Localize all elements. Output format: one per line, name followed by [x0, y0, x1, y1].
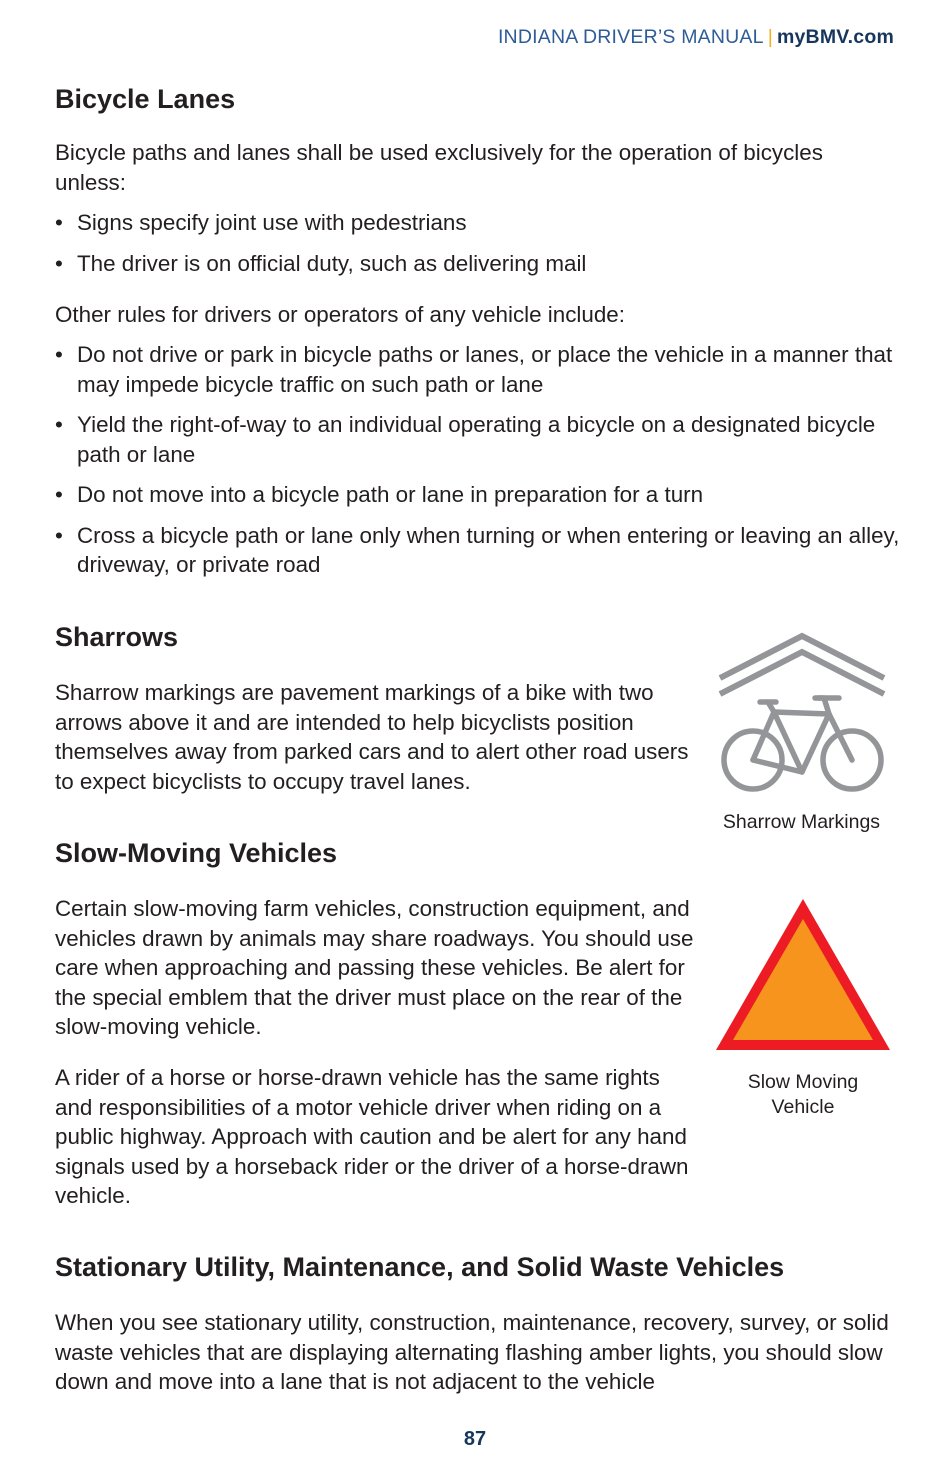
page-number: 87: [463, 1428, 487, 1450]
stationary-vehicles-heading: Stationary Utility, Maintenance, and Solid Waste Vehicles: [55, 1252, 785, 1282]
slow-moving-vehicle-emblem-icon: [713, 895, 893, 1055]
header-separator: |: [767, 26, 773, 48]
manual-title: INDIANA DRIVER’S MANUAL: [497, 26, 764, 48]
sharrow-caption: Sharrow Markings: [722, 811, 881, 833]
sharrows-body: Sharrow markings are pavement markings of a bike with two arrows above it and are intended to help bicyclists position themselves away from parked cars and to alert other road users to expect bicyclists to occupy travel lanes.: [55, 680, 689, 794]
sharrows-heading: Sharrows: [55, 622, 179, 652]
bicycle-rules-intro: Other rules for drivers or operators of any vehicle include:: [55, 302, 625, 327]
stationary-vehicles-body: When you see stationary utility, construction, maintenance, recovery, survey, or solid waste vehicles that are displaying alternating flashing amber lights, you should slow down and move into a lane that is not adjacent to the vehicle: [55, 1310, 889, 1394]
list-item: • Signs specify joint use with pedestrians: [55, 208, 905, 238]
sharrow-marking-icon: [712, 626, 892, 796]
bicycle-lanes-exceptions: [55, 208, 905, 289]
list-item: • The driver is on official duty, such as delivering mail: [55, 249, 905, 279]
bicycle-rules-list: [55, 340, 905, 591]
bicycle-lanes-heading: Bicycle Lanes: [55, 84, 236, 114]
horse-rider-text: A rider of a horse or horse-drawn vehicle has the same rights and responsibilities of a motor vehicle driver when riding on a public highway. Approach with caution and be alert for any hand signals used by a horseback rider or the driver of a horse-drawn vehicle.: [55, 1065, 689, 1208]
slow-moving-heading: Slow-Moving Vehicles: [55, 838, 338, 868]
list-item: • Do not move into a bicycle path or lane in preparation for a turn: [55, 480, 905, 510]
horse-rider-body: [55, 1063, 895, 1211]
list-item: • Yield the right-of-way to an individual operating a bicycle on a designated bicycle path or lane: [55, 410, 905, 469]
list-item: • Do not drive or park in bicycle paths or lanes, or place the vehicle in a manner that may impede bicycle traffic on such path or lane: [55, 340, 905, 399]
list-item: • Cross a bicycle path or lane only when turning or when entering or leaving an alley, driveway, or private road: [55, 521, 905, 580]
caption-float-spacer: [690, 1063, 895, 1155]
site-link[interactable]: myBMV.com: [776, 26, 894, 48]
bicycle-lanes-intro: Bicycle paths and lanes shall be used exclusively for the operation of bicycles unless:: [55, 140, 823, 195]
slow-moving-body: Certain slow-moving farm vehicles, construction equipment, and vehicles drawn by animals may share roadways. You should use care when approaching and passing these vehicles. Be alert for the special emblem that the driver must place on the rear of the slow-moving vehicle.: [55, 896, 694, 1039]
running-header: [498, 26, 894, 49]
slow-moving-caption-text: Slow Moving Vehicle: [747, 1071, 859, 1118]
